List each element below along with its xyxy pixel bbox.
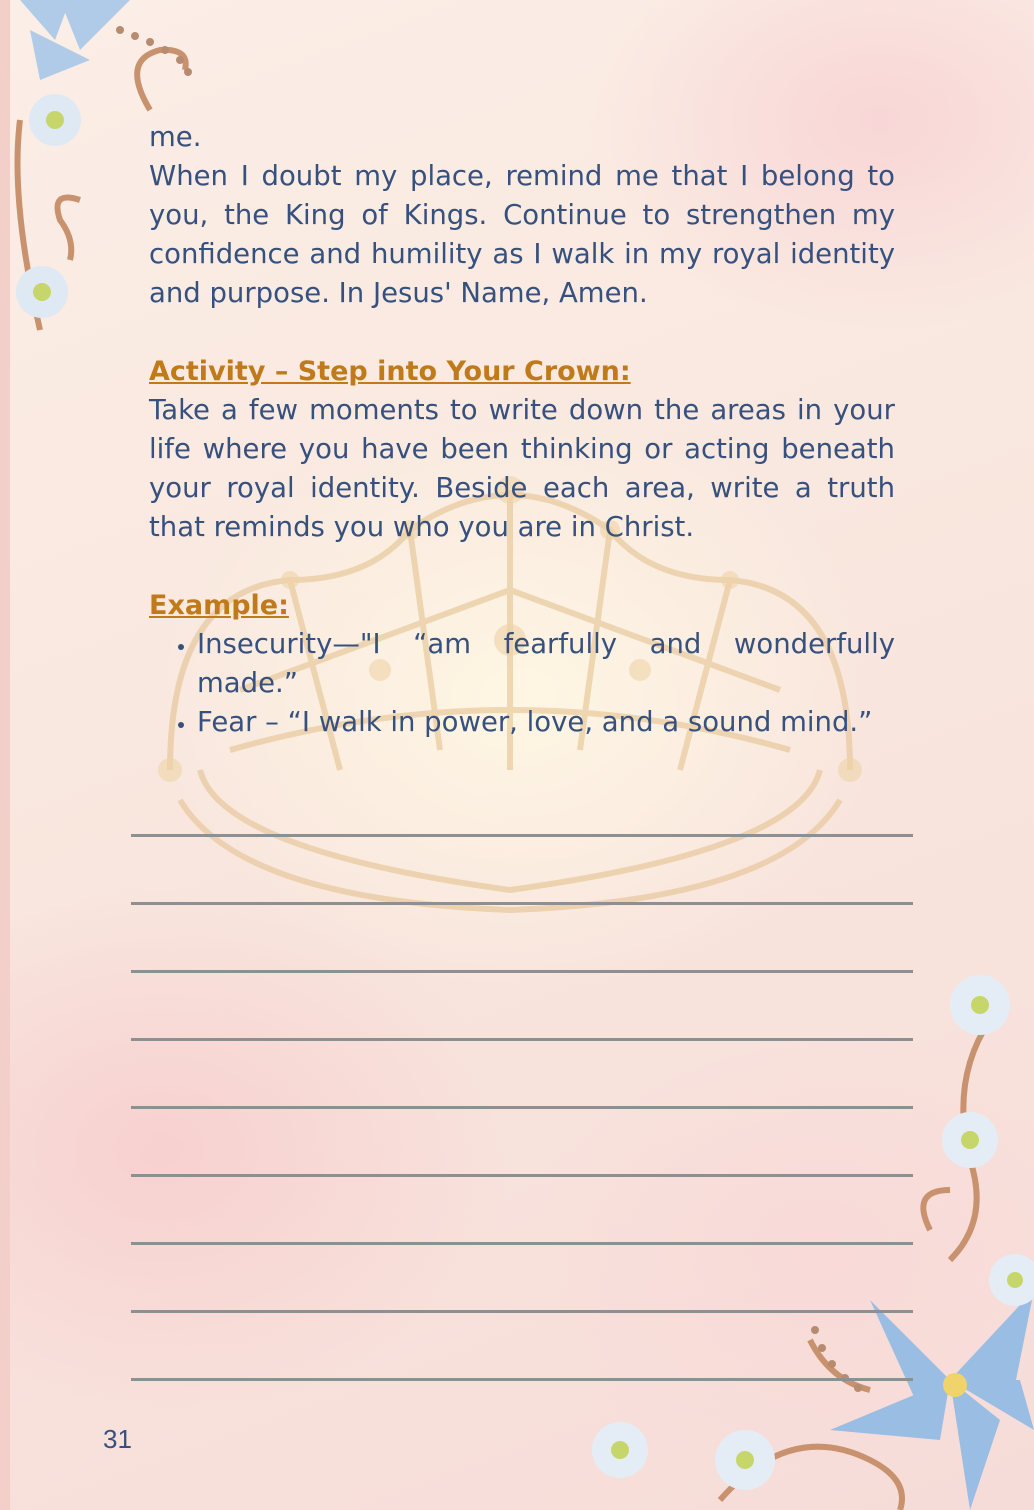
activity-instructions: Take a few moments to write down the areas in your life where you have been thinking or acting beneath your royal identity. Beside each area, write a truth that reminds you who you are in Christ. — [149, 394, 895, 543]
activity-heading: Activity – Step into Your Crown: — [149, 356, 631, 387]
page-edge — [0, 0, 10, 1510]
example-heading: Example: — [149, 590, 289, 621]
example-list — [149, 625, 895, 742]
prayer-paragraph: When I doubt my place, remind me that I belong to you, the King of Kings. Continue to strengthen my confidence and humility as I walk in my royal identity and purpose. In Jesus' Name, Amen. — [149, 160, 895, 309]
lead-fragment: me. — [149, 121, 202, 153]
floral-swirl-icon — [570, 960, 1034, 1510]
list-item: • Insecurity—"I “am fearfully and wonderfully made.” — [197, 625, 895, 703]
writing-line[interactable] — [131, 970, 913, 973]
writing-line[interactable] — [131, 1174, 913, 1177]
writing-line[interactable] — [131, 834, 913, 837]
page-number: 31 — [103, 1424, 132, 1454]
writing-line[interactable] — [131, 1310, 913, 1313]
writing-line[interactable] — [131, 1378, 913, 1381]
list-item: • Fear – “I walk in power, love, and a sound mind.” — [197, 703, 895, 742]
writing-line[interactable] — [131, 902, 913, 905]
writing-line[interactable] — [131, 1242, 913, 1245]
writing-line[interactable] — [131, 1106, 913, 1109]
writing-line[interactable] — [131, 1038, 913, 1041]
page-content — [149, 118, 895, 742]
